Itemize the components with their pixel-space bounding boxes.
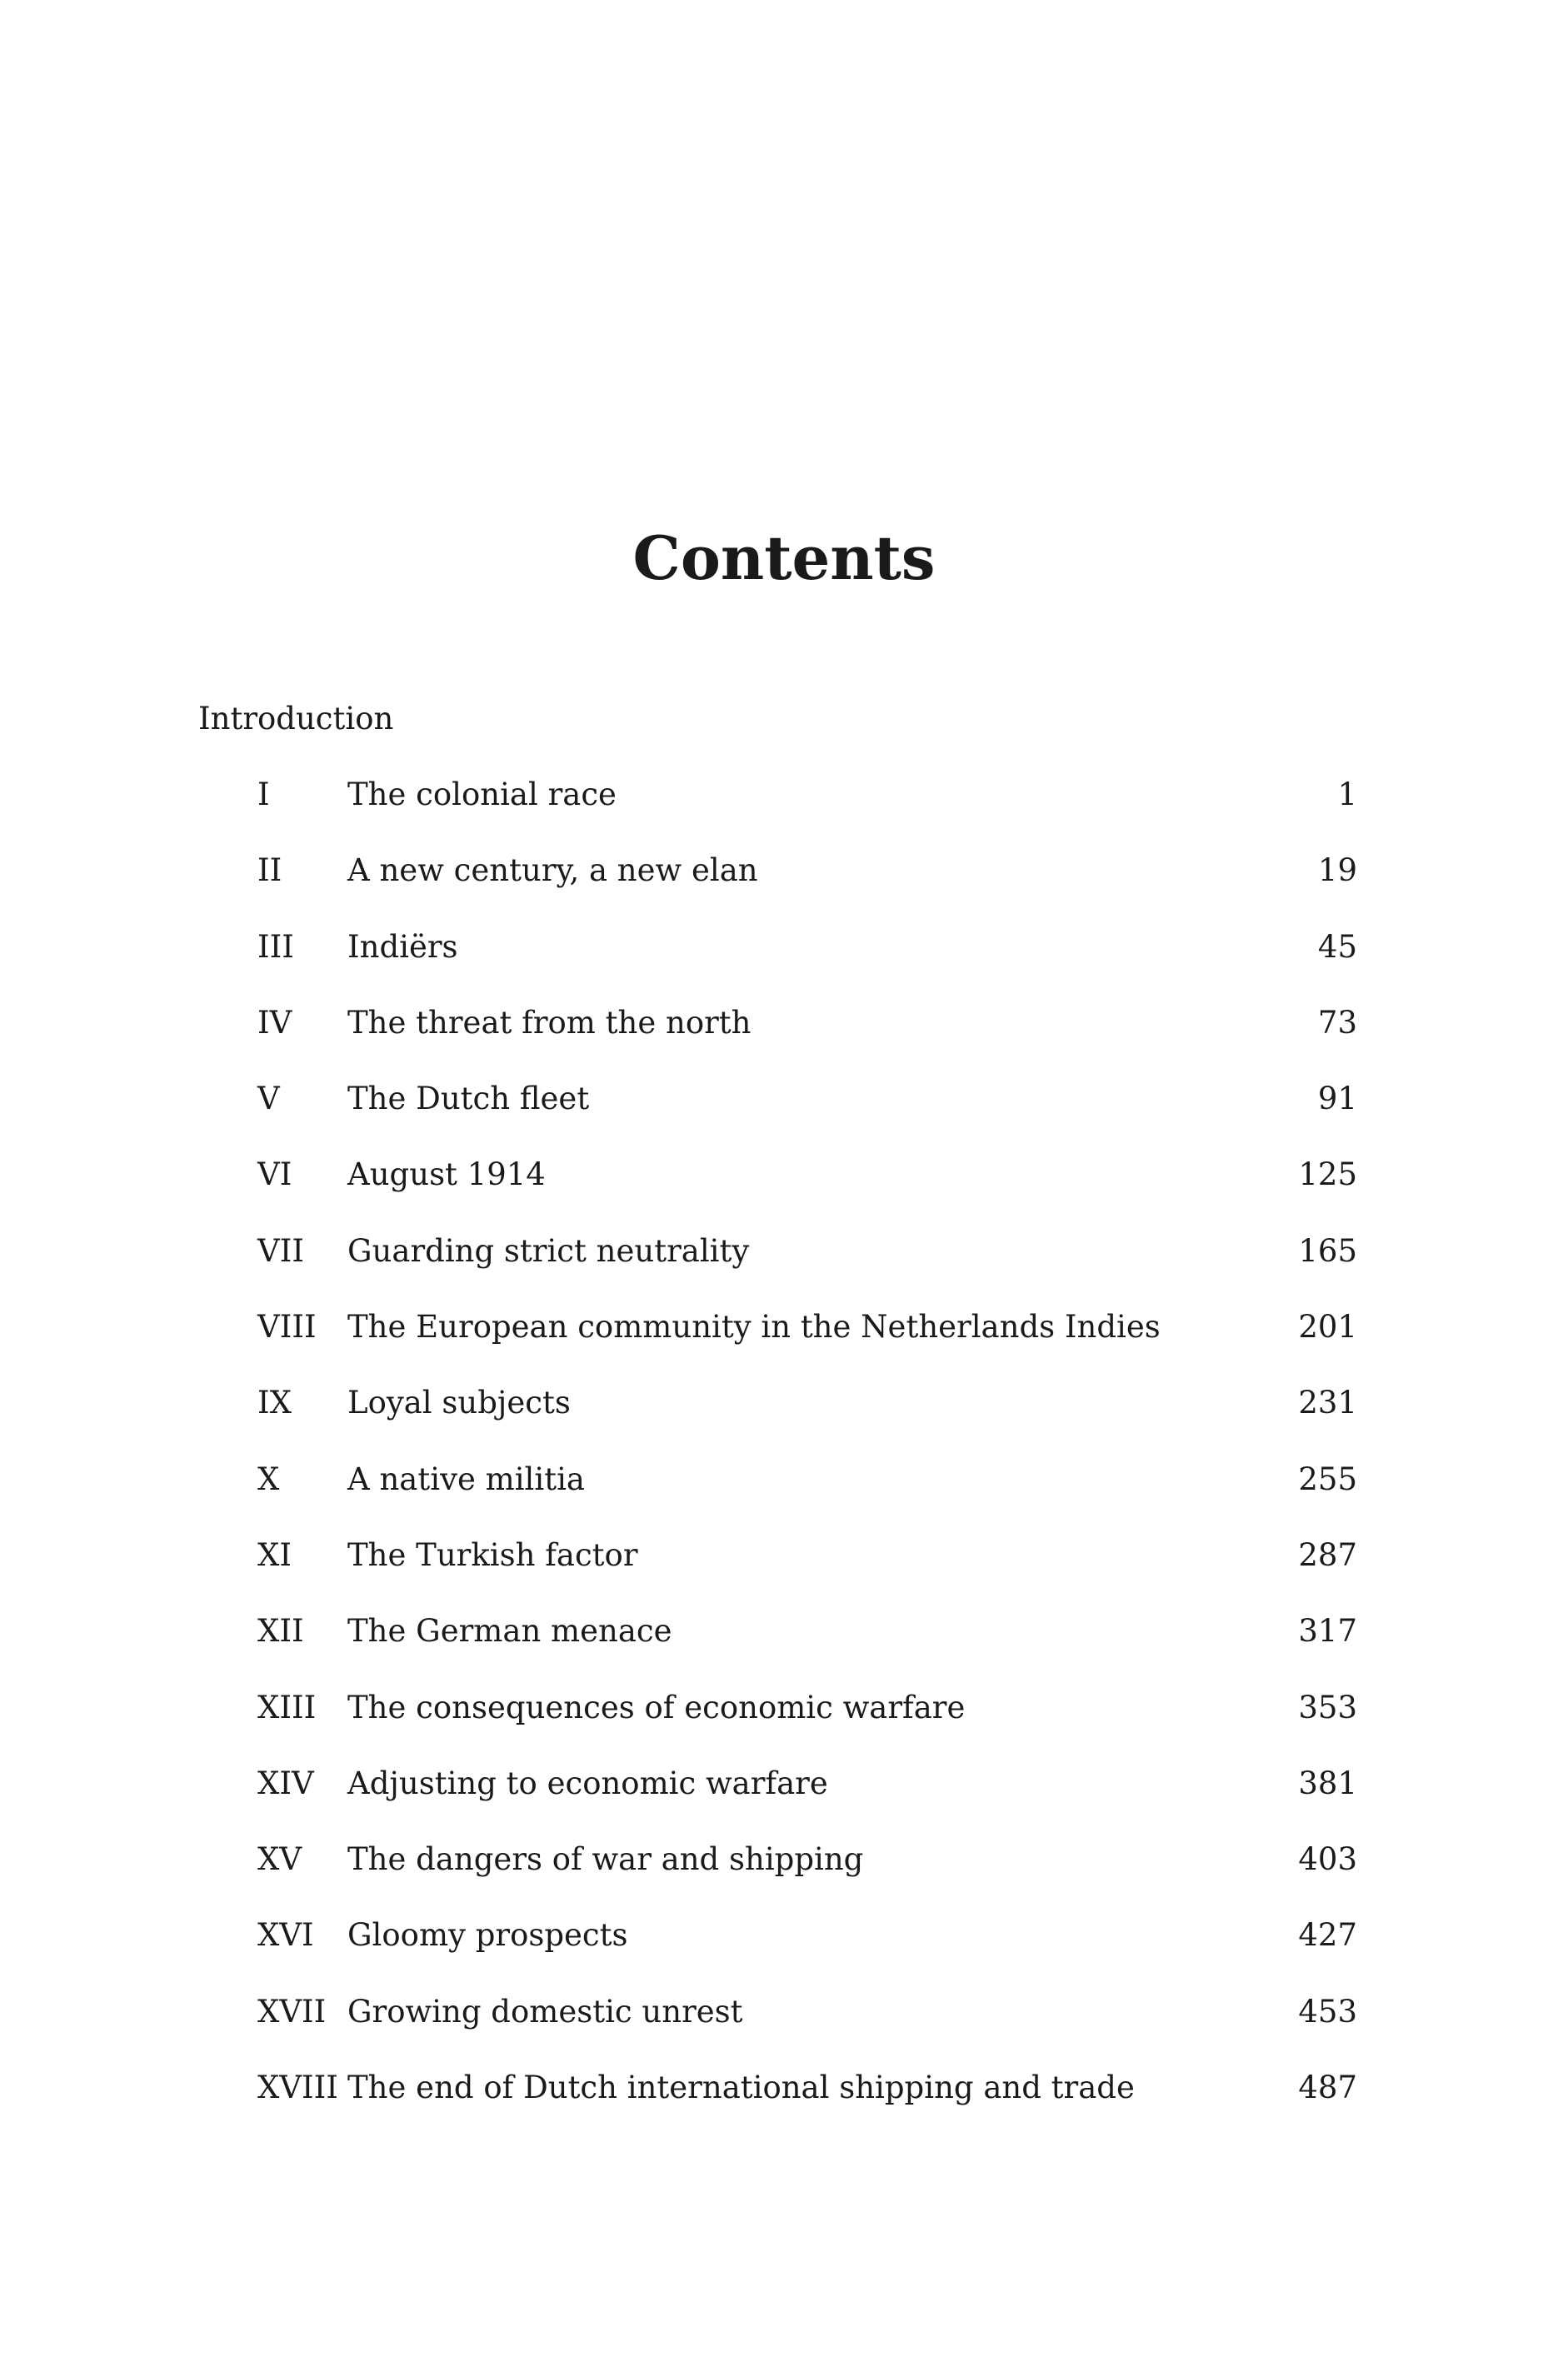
- chapter-number: XIV: [257, 1765, 314, 1801]
- toc-entry[interactable]: [257, 1760, 1357, 1836]
- chapter-page: 1: [1337, 777, 1357, 812]
- chapter-number: I: [257, 777, 270, 812]
- chapter-page: 125: [1298, 1156, 1357, 1193]
- chapter-title: The dangers of war and shipping: [347, 1841, 864, 1878]
- chapter-page: 403: [1298, 1841, 1357, 1878]
- chapter-page: 317: [1298, 1613, 1357, 1650]
- chapter-number: II: [257, 852, 282, 889]
- chapter-page: 255: [1298, 1461, 1357, 1497]
- chapter-title: Gloomy prospects: [347, 1917, 628, 1954]
- toc-entry[interactable]: [257, 1608, 1357, 1684]
- chapter-number: III: [257, 928, 294, 965]
- chapter-page: 91: [1317, 1081, 1357, 1117]
- chapter-page: 19: [1317, 852, 1357, 889]
- chapter-page: 45: [1317, 928, 1357, 965]
- toc-entry[interactable]: [257, 1912, 1357, 1988]
- toc-entry[interactable]: [257, 1151, 1357, 1227]
- chapter-number: VIII: [257, 1309, 317, 1346]
- chapter-title: A new century, a new elan: [347, 852, 758, 889]
- chapter-number: X: [257, 1461, 280, 1497]
- toc-entry[interactable]: [257, 2065, 1357, 2140]
- chapter-title: Loyal subjects: [347, 1385, 571, 1421]
- toc-entry[interactable]: [257, 1532, 1357, 1608]
- chapter-page: 487: [1298, 2070, 1357, 2106]
- chapter-number: V: [257, 1081, 280, 1117]
- chapter-number: XV: [257, 1841, 302, 1878]
- toc-introduction[interactable]: Introduction: [198, 701, 394, 737]
- toc-entry[interactable]: [257, 1456, 1357, 1532]
- chapter-title: August 1914: [347, 1156, 546, 1193]
- toc-entry[interactable]: [257, 1304, 1357, 1380]
- chapter-title: Guarding strict neutrality: [347, 1232, 750, 1269]
- chapter-page: 453: [1298, 1993, 1357, 2030]
- chapter-title: The end of Dutch international shipping and trade: [347, 2070, 1135, 2106]
- chapter-page: 201: [1298, 1309, 1357, 1346]
- toc-entry[interactable]: [257, 1000, 1357, 1076]
- chapter-title: A native militia: [347, 1461, 585, 1497]
- chapter-title: Adjusting to economic warfare: [347, 1765, 828, 1801]
- toc-entry[interactable]: [257, 1685, 1357, 1760]
- chapter-number: VI: [257, 1156, 292, 1193]
- chapter-title: The German menace: [347, 1613, 672, 1650]
- chapter-page: 231: [1298, 1385, 1357, 1421]
- toc-entry[interactable]: [257, 1989, 1357, 2065]
- chapter-number: XII: [257, 1613, 304, 1650]
- toc-entry[interactable]: [257, 847, 1357, 923]
- chapter-title: Indiërs: [347, 928, 458, 965]
- page-title: Contents: [632, 522, 936, 593]
- chapter-title: The colonial race: [347, 777, 617, 812]
- chapter-page: 353: [1298, 1689, 1357, 1725]
- toc-entry[interactable]: [257, 1380, 1357, 1456]
- chapter-page: 381: [1298, 1765, 1357, 1801]
- chapter-number: XVIII: [257, 2070, 338, 2106]
- chapter-page: 287: [1298, 1536, 1357, 1573]
- toc-entry[interactable]: [257, 1228, 1357, 1304]
- chapter-title: The Turkish factor: [347, 1536, 638, 1573]
- chapter-title: The consequences of economic warfare: [347, 1689, 966, 1725]
- chapter-title: The European community in the Netherlands Indies: [347, 1309, 1161, 1346]
- chapter-number: XIII: [257, 1689, 317, 1725]
- table-of-contents: [257, 772, 1357, 2140]
- chapter-title: The threat from the north: [347, 1004, 752, 1041]
- chapter-page: 427: [1298, 1917, 1357, 1954]
- toc-entry[interactable]: [257, 1836, 1357, 1912]
- chapter-title: The Dutch fleet: [347, 1081, 590, 1117]
- chapter-number: IX: [257, 1385, 292, 1421]
- chapter-number: VII: [257, 1232, 304, 1269]
- chapter-number: XI: [257, 1536, 292, 1573]
- chapter-page: 73: [1317, 1004, 1357, 1041]
- chapter-number: XVII: [257, 1993, 327, 2030]
- toc-entry[interactable]: [257, 772, 1357, 847]
- chapter-page: 165: [1298, 1232, 1357, 1269]
- chapter-number: IV: [257, 1004, 292, 1041]
- chapter-title: Growing domestic unrest: [347, 1993, 743, 2030]
- toc-entry[interactable]: [257, 924, 1357, 1000]
- chapter-number: XVI: [257, 1917, 314, 1954]
- toc-entry[interactable]: [257, 1076, 1357, 1151]
